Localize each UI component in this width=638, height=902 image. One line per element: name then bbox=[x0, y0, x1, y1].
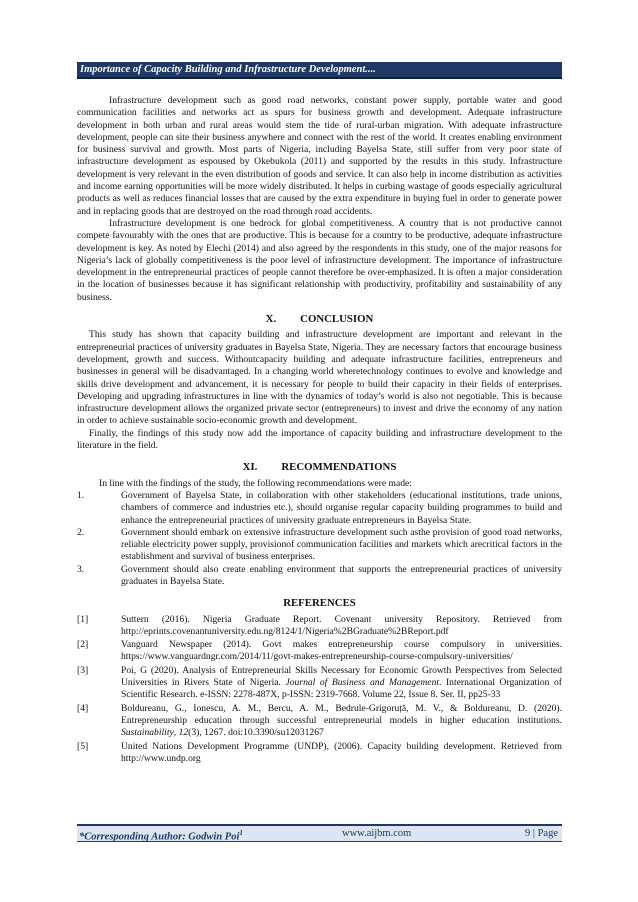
intro-paragraph-2: Infrastructure development is one bedrock for global competitiveness. A country that is not productive cannot compete favourably with the ones that are productive. This is because for a country to be productive, adequate infrastructure development is key. As noted by Elechi (2014) and also agreed by the respondents in this study, one of the major reasons for Nigeria’s lack of globally competitiveness is the poor level of infrastructure development. The importance of infrastructure development in the entrepreneurial practices of people cannot therefore be over-emphasized. It is often a major consideration in the location of businesses because it has significant relationship with productivity, profitability and sustainability of any business. bbox=[77, 217, 562, 303]
reference-text: United Nations Development Programme (UNDP), (2006). Capacity building development. Retrieved from http://www.undp.org bbox=[121, 740, 562, 764]
reference-text: Vanguard Newspaper (2014). Govt makes entrepreneurship course compulsory in universities. https://www.vanguardngr.com/2014/11/govt-makes-entrepreneurship-course-compulsory-universities/ bbox=[121, 639, 562, 663]
reference-text-part: , bbox=[173, 727, 179, 739]
reference-text: Suttern (2016). Nigeria Graduate Report. Covenant university Repository. Retrieved from http://eprints.covenantuniversity.edu.ng/8124/1/Nigeria%2BGraduate%2BReport.pdf bbox=[121, 613, 562, 637]
list-item-number: 3. bbox=[77, 563, 85, 575]
reference-item bbox=[77, 665, 562, 702]
reference-number: [2] bbox=[77, 639, 89, 651]
reference-number: [5] bbox=[77, 740, 89, 752]
reference-number: [4] bbox=[77, 702, 89, 714]
list-item-text: Government should also create enabling environment that supports the entrepreneurial practices of university graduates in Bayelsa State. bbox=[121, 563, 562, 587]
recommendations-title: RECOMMENDATIONS bbox=[281, 461, 397, 474]
intro-paragraph-1: Infrastructure development such as good road networks, constant power supply, portable water and good communication facilities and networks act as spurs for business growth and development. Adequate infrastructure development in both urban and rural areas would stem the tide of rural-urban migration. With adequate infrastructure development, people can site their business anywhere and connect with the rest of the world. It creates enabling environment for business survival and growth. Most parts of Nigeria, including Bayelsa State, still suffer from very poor state of infrastructure development as espoused by Okebukola (2011) and supported by the results in this study. Infrastructure development is very relevant in the even distribution of goods and service. It can also help in income distribution as activities and income earning opportunities will be more widely distributed. It helps in curbing wastage of goods especially agricultural products as well as reduces financial losses that are caused by the extra expenditure in buying fuel in order to generate power and in replacing goods that are destroyed on the road through road accidents. bbox=[77, 95, 562, 217]
conclusion-paragraph-1: This study has shown that capacity building and infrastructure development are important and relevant in the entrepreneurial practices of university graduates in Bayelsa State, Nigeria. They are necessary factors that encourage business development, growth and success. Withoutcapacity building and adequate infrastructure facilities, entrepreneurs and businesses in general will be disadvantaged. In a changing world wheretechnology continues to evolve and knowledge and skills drive development and advancement, it is necessary for people to build their capacity in their fields of enterprises. Developing and upgrading infrastructures in line with the dynamics of today’s world is also not negotiable. This is because infrastructure development allows the organized private sector (entrepreneurs) to invest and drive the economy of any nation in order to achieve sustainable socio-economic growth and development. bbox=[77, 329, 562, 427]
reference-text-part: Boldureanu, G., Ionescu, A. M., Bercu, A. M., Bedrule-Grigoruță, M. V., & Boldureanu, D. (2020). Entrepreneurship education through successful entrepreneurial models in higher education institutions. bbox=[121, 702, 562, 726]
references-list bbox=[77, 614, 562, 766]
conclusion-number: X. bbox=[265, 313, 277, 326]
list-item bbox=[77, 490, 562, 527]
reference-number: [1] bbox=[77, 613, 89, 625]
recommendations-list bbox=[77, 490, 562, 588]
references-title: REFERENCES bbox=[283, 597, 356, 610]
author-name: *Corresponding Author: Godwin Poi bbox=[79, 831, 240, 843]
running-header-title: Importance of Capacity Building and Infrastructure Development.... bbox=[80, 64, 376, 75]
reference-item bbox=[77, 741, 562, 766]
recommendations-heading bbox=[77, 461, 562, 473]
list-item bbox=[77, 564, 562, 589]
list-item bbox=[77, 527, 562, 564]
page-content bbox=[77, 62, 562, 766]
references-heading bbox=[77, 597, 562, 609]
running-footer bbox=[77, 824, 562, 842]
reference-text bbox=[121, 665, 562, 702]
list-item-number: 2. bbox=[77, 526, 85, 538]
reference-item bbox=[77, 703, 562, 740]
page-number: 9 | Page bbox=[524, 828, 558, 839]
reference-number: [3] bbox=[77, 664, 89, 676]
reference-text-part: (3), 1267. doi:10.3390/su12031267 bbox=[188, 727, 324, 739]
list-item-number: 1. bbox=[77, 489, 85, 501]
journal-title: Journal of Business and Management bbox=[285, 677, 440, 689]
corresponding-author bbox=[79, 826, 243, 845]
list-item-text: Government of Bayelsa State, in collaboration with other stakeholders (educational institutions, trade unions, chambers of commerce and industries etc.), should organise regular capacity building programmes to build and enhance the entrepreneurial practices of university graduate entrepreneurs in Bayelsa State. bbox=[121, 489, 562, 526]
list-item-text: Government should embark on extensive infrastructure development such asthe provision of good road networks, reliable electricity power supply, provisionof communication facilities and markets which arecritical factors in the establishment and survival of business enterprises. bbox=[121, 526, 562, 563]
reference-text-part: Poi, G (2020). Analysis of Entrepreneurial Skills Necessary for Economic Growth Perspectives from Selected Universities in Rivers State of Nigeria. bbox=[121, 664, 562, 689]
conclusion-heading bbox=[77, 313, 562, 325]
running-header bbox=[77, 62, 562, 79]
recommendations-lead: In line with the findings of the study, the following recommendations were made: bbox=[99, 477, 412, 489]
body-text bbox=[77, 95, 562, 765]
reference-item bbox=[77, 614, 562, 639]
reference-text-part: . International Organization of Scientific Research. e-ISSN: 2278-487X, p-ISSN: 2319-7668. Volume 22, Issue 8. Ser. II, pp25-33 bbox=[121, 677, 562, 701]
recommendations-number: XI. bbox=[242, 461, 258, 474]
author-superscript: 1 bbox=[239, 829, 243, 837]
conclusion-title: CONCLUSION bbox=[300, 313, 374, 326]
reference-item bbox=[77, 639, 562, 664]
journal-volume: 12 bbox=[178, 727, 189, 739]
conclusion-paragraph-2: Finally, the findings of this study now add the importance of capacity building and infrastructure development to the literature in the field. bbox=[77, 427, 562, 452]
journal-title: Sustainability bbox=[121, 727, 174, 739]
journal-website: www.aijbm.com bbox=[342, 828, 412, 839]
reference-text bbox=[121, 703, 562, 740]
